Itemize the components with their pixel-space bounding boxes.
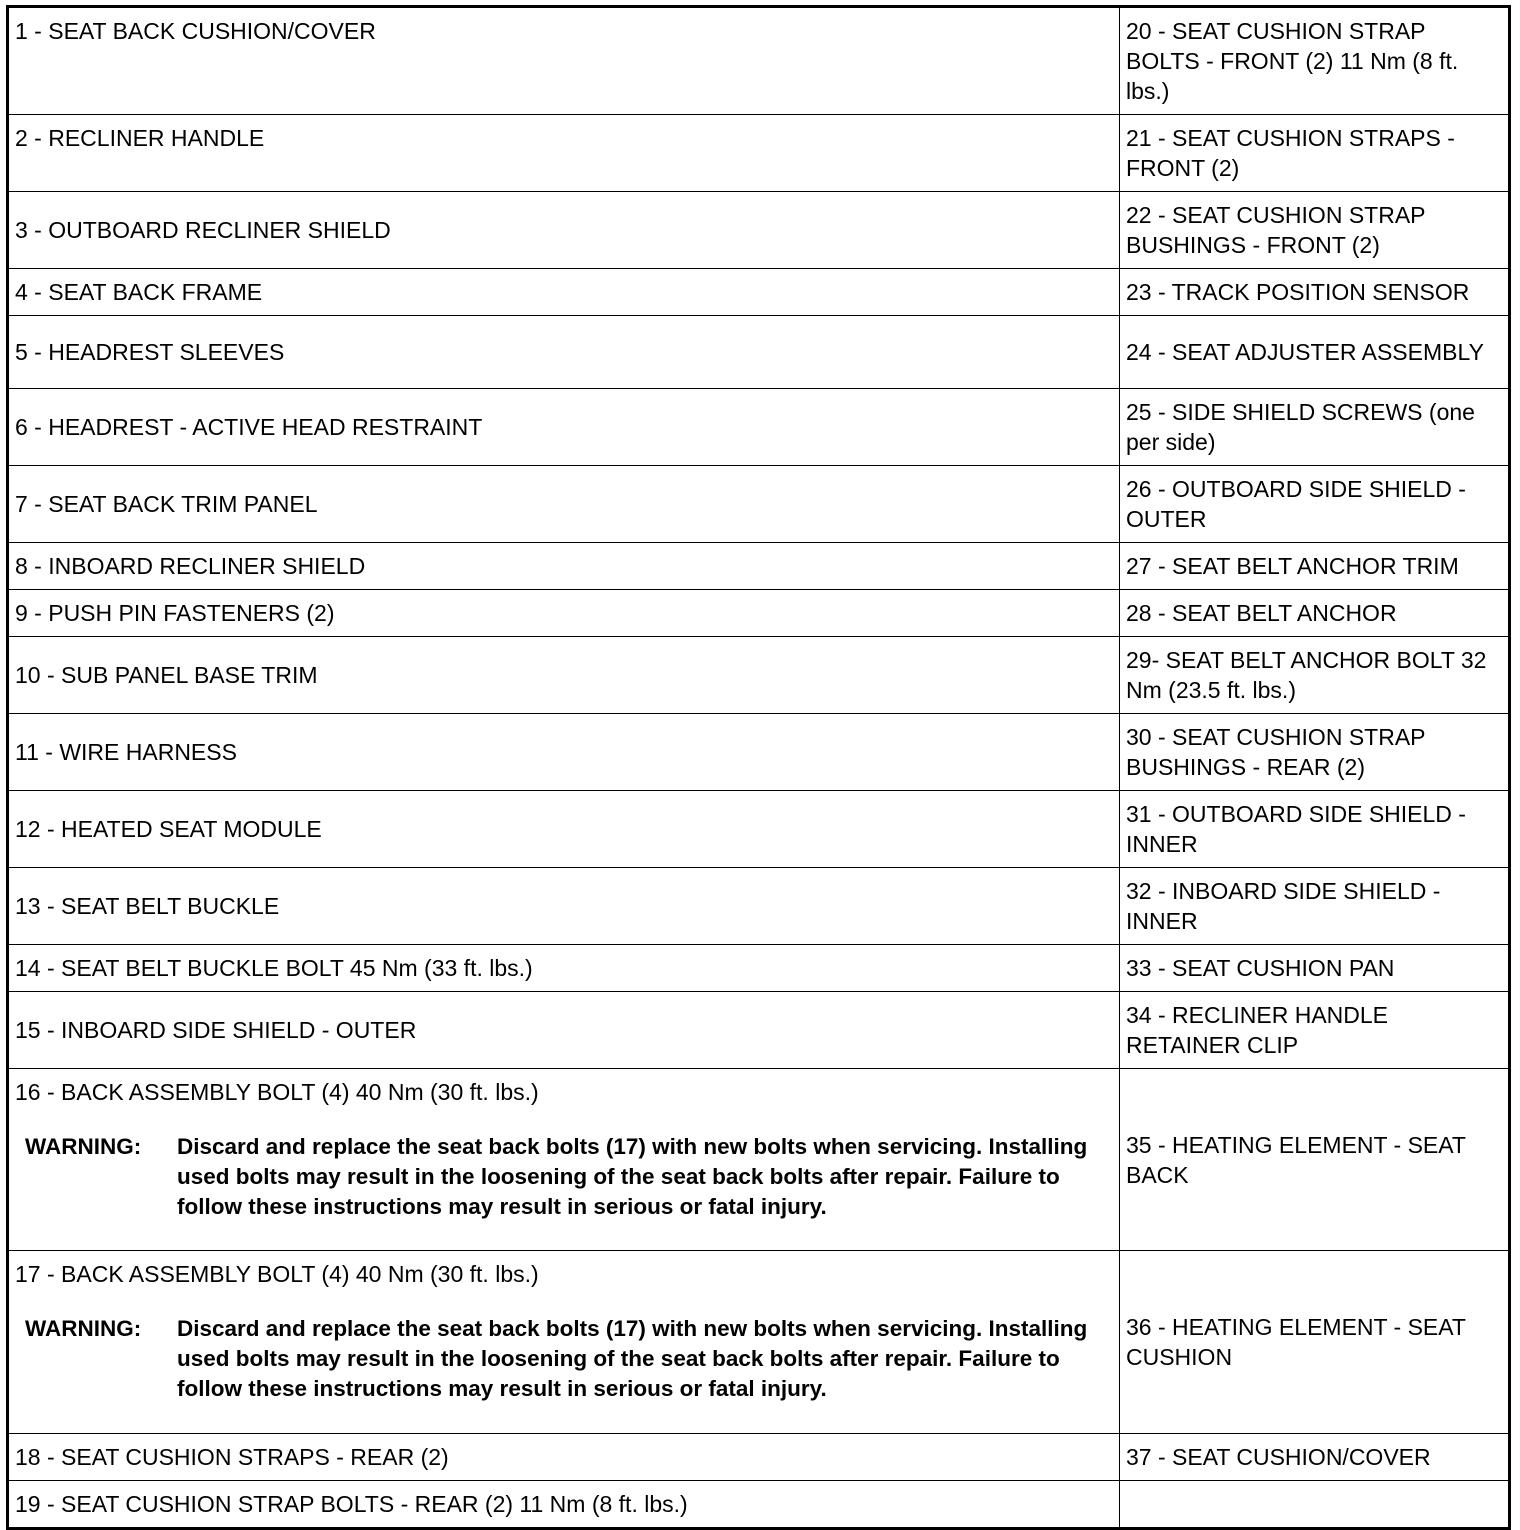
legend-cell-left: 5 - HEADREST SLEEVES xyxy=(8,316,1120,389)
table-row xyxy=(8,316,1510,389)
warning-block xyxy=(25,1132,1113,1222)
table-row xyxy=(8,945,1510,992)
table-row xyxy=(8,269,1510,316)
table-row xyxy=(8,466,1510,543)
legend-cell-right: 27 - SEAT BELT ANCHOR TRIM xyxy=(1120,543,1510,590)
legend-item-text: 16 - BACK ASSEMBLY BOLT (4) 40 Nm (30 ft. lbs.) xyxy=(15,1079,539,1105)
table-row xyxy=(8,1434,1510,1481)
table-row xyxy=(8,590,1510,637)
legend-cell-right: 25 - SIDE SHIELD SCREWS (one per side) xyxy=(1120,389,1510,466)
table-row xyxy=(8,637,1510,714)
table-row xyxy=(8,791,1510,868)
legend-cell-left-with-warning xyxy=(8,1069,1120,1251)
legend-cell-right: 36 - HEATING ELEMENT - SEAT CUSHION xyxy=(1120,1251,1510,1434)
legend-cell-left: 18 - SEAT CUSHION STRAPS - REAR (2) xyxy=(8,1434,1120,1481)
warning-text: Discard and replace the seat back bolts (17) with new bolts when servicing. Installing used bolts may result in the loosening of the seat back bolts after repair. Failure to follow these instructions may result in serious or fatal injury. xyxy=(177,1134,1088,1219)
warning-block xyxy=(25,1314,1113,1404)
legend-cell-right: 29- SEAT BELT ANCHOR BOLT 32 Nm (23.5 ft. lbs.) xyxy=(1120,637,1510,714)
legend-cell-left: 6 - HEADREST - ACTIVE HEAD RESTRAINT xyxy=(8,389,1120,466)
legend-cell-right: 37 - SEAT CUSHION/COVER xyxy=(1120,1434,1510,1481)
legend-cell-left: 12 - HEATED SEAT MODULE xyxy=(8,791,1120,868)
legend-cell-right: 20 - SEAT CUSHION STRAP BOLTS - FRONT (2) 11 Nm (8 ft. lbs.) xyxy=(1120,7,1510,115)
legend-cell-right xyxy=(1120,1481,1510,1529)
legend-cell-right: 28 - SEAT BELT ANCHOR xyxy=(1120,590,1510,637)
legend-cell-right: 32 - INBOARD SIDE SHIELD - INNER xyxy=(1120,868,1510,945)
legend-cell-left: 2 - RECLINER HANDLE xyxy=(8,115,1120,192)
legend-cell-right: 26 - OUTBOARD SIDE SHIELD - OUTER xyxy=(1120,466,1510,543)
legend-cell-left: 10 - SUB PANEL BASE TRIM xyxy=(8,637,1120,714)
legend-cell-right: 30 - SEAT CUSHION STRAP BUSHINGS - REAR (2) xyxy=(1120,714,1510,791)
legend-cell-left: 9 - PUSH PIN FASTENERS (2) xyxy=(8,590,1120,637)
legend-cell-left: 15 - INBOARD SIDE SHIELD - OUTER xyxy=(8,992,1120,1069)
legend-cell-left: 3 - OUTBOARD RECLINER SHIELD xyxy=(8,192,1120,269)
legend-cell-right: 34 - RECLINER HANDLE RETAINER CLIP xyxy=(1120,992,1510,1069)
legend-cell-left: 11 - WIRE HARNESS xyxy=(8,714,1120,791)
legend-cell-right: 35 - HEATING ELEMENT - SEAT BACK xyxy=(1120,1069,1510,1251)
parts-legend-table xyxy=(6,5,1511,1530)
table-row xyxy=(8,115,1510,192)
table-row xyxy=(8,714,1510,791)
legend-cell-left: 4 - SEAT BACK FRAME xyxy=(8,269,1120,316)
legend-cell-left-with-warning xyxy=(8,1251,1120,1434)
legend-cell-left: 1 - SEAT BACK CUSHION/COVER xyxy=(8,7,1120,115)
warning-text: Discard and replace the seat back bolts (17) with new bolts when servicing. Installing used bolts may result in the loosening of the seat back bolts after repair. Failure to follow these instructions may result in serious or fatal injury. xyxy=(177,1316,1088,1401)
table-row xyxy=(8,1069,1510,1251)
legend-cell-right: 21 - SEAT CUSHION STRAPS - FRONT (2) xyxy=(1120,115,1510,192)
legend-cell-right: 23 - TRACK POSITION SENSOR xyxy=(1120,269,1510,316)
warning-label: WARNING: xyxy=(25,1316,142,1341)
legend-cell-right: 33 - SEAT CUSHION PAN xyxy=(1120,945,1510,992)
legend-cell-left: 8 - INBOARD RECLINER SHIELD xyxy=(8,543,1120,590)
legend-cell-left: 13 - SEAT BELT BUCKLE xyxy=(8,868,1120,945)
warning-label: WARNING: xyxy=(25,1134,142,1159)
legend-cell-left: 7 - SEAT BACK TRIM PANEL xyxy=(8,466,1120,543)
legend-cell-left: 14 - SEAT BELT BUCKLE BOLT 45 Nm (33 ft. lbs.) xyxy=(8,945,1120,992)
table-row xyxy=(8,389,1510,466)
legend-item-text: 17 - BACK ASSEMBLY BOLT (4) 40 Nm (30 ft. lbs.) xyxy=(15,1261,539,1287)
table-row xyxy=(8,992,1510,1069)
table-row xyxy=(8,543,1510,590)
legend-cell-left: 19 - SEAT CUSHION STRAP BOLTS - REAR (2) 11 Nm (8 ft. lbs.) xyxy=(8,1481,1120,1529)
legend-cell-right: 31 - OUTBOARD SIDE SHIELD - INNER xyxy=(1120,791,1510,868)
table-row xyxy=(8,868,1510,945)
table-row xyxy=(8,7,1510,115)
table-row xyxy=(8,1251,1510,1434)
table-row xyxy=(8,192,1510,269)
legend-cell-right: 24 - SEAT ADJUSTER ASSEMBLY xyxy=(1120,316,1510,389)
legend-cell-right: 22 - SEAT CUSHION STRAP BUSHINGS - FRONT (2) xyxy=(1120,192,1510,269)
table-row xyxy=(8,1481,1510,1529)
